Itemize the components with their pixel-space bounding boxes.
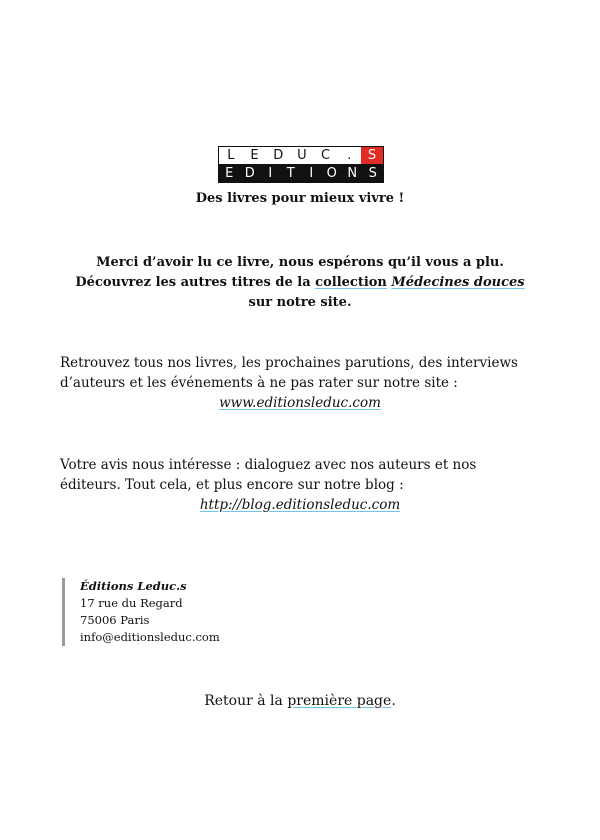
logo-accent-letter: S (361, 147, 383, 164)
discover-prefix: Découvrez les autres titres de la (75, 275, 316, 290)
website-text: Retrouvez tous nos livres, les prochaines parutions, des interviews d’auteurs et les événements à ne pas rater sur notre site : (60, 355, 518, 391)
publisher-name: Éditions Leduc.s (80, 579, 187, 593)
first-page-link[interactable]: première page (287, 693, 392, 709)
publisher-address (62, 578, 220, 646)
logo-letter: I (309, 166, 314, 181)
website-paragraph (60, 353, 540, 413)
logo-bottom-row (218, 164, 384, 183)
logo-letter: I (268, 166, 273, 181)
slogan: Des livres pour mieux vivre ! (195, 191, 405, 206)
logo-letter: L (227, 148, 235, 163)
back-to-first-page (0, 693, 600, 709)
logo-letter: E (250, 148, 259, 163)
logo-letter: T (286, 166, 295, 181)
logo-letter: S (368, 166, 377, 181)
collection-name-link[interactable]: Médecines douces (391, 275, 525, 290)
logo-letter: D (244, 166, 255, 181)
logo-letter: E (225, 166, 234, 181)
retour-prefix: Retour à la (204, 693, 288, 709)
address-street: 17 rue du Regard (80, 596, 183, 610)
discover-line (0, 273, 600, 293)
publisher-logo (218, 146, 384, 183)
address-city: 75006 Paris (80, 613, 150, 627)
logo-letter: U (297, 148, 307, 163)
logo-letter: D (273, 148, 284, 163)
blog-text: Votre avis nous intéresse : dialoguez avec nos auteurs et nos éditeurs. Tout cela, et plus encore sur notre blog : (60, 457, 477, 493)
thank-you-line: Merci d’avoir lu ce livre, nous espérons qu’il vous a plu. (96, 255, 504, 270)
collection-link[interactable]: collection (315, 275, 387, 290)
address-email: info@editionsleduc.com (80, 630, 220, 644)
website-link[interactable]: www.editionsleduc.com (219, 395, 381, 411)
logo-top-row (218, 146, 384, 164)
blog-paragraph (60, 455, 540, 515)
logo-letter: O (326, 166, 337, 181)
thank-you-block (0, 253, 600, 313)
logo-letter: N (347, 166, 358, 181)
retour-suffix: . (391, 693, 396, 709)
site-line: sur notre site. (248, 295, 352, 310)
logo-letter: . (347, 148, 352, 163)
logo-letter: C (321, 148, 331, 163)
blog-link[interactable]: http://blog.editionsleduc.com (199, 497, 401, 513)
